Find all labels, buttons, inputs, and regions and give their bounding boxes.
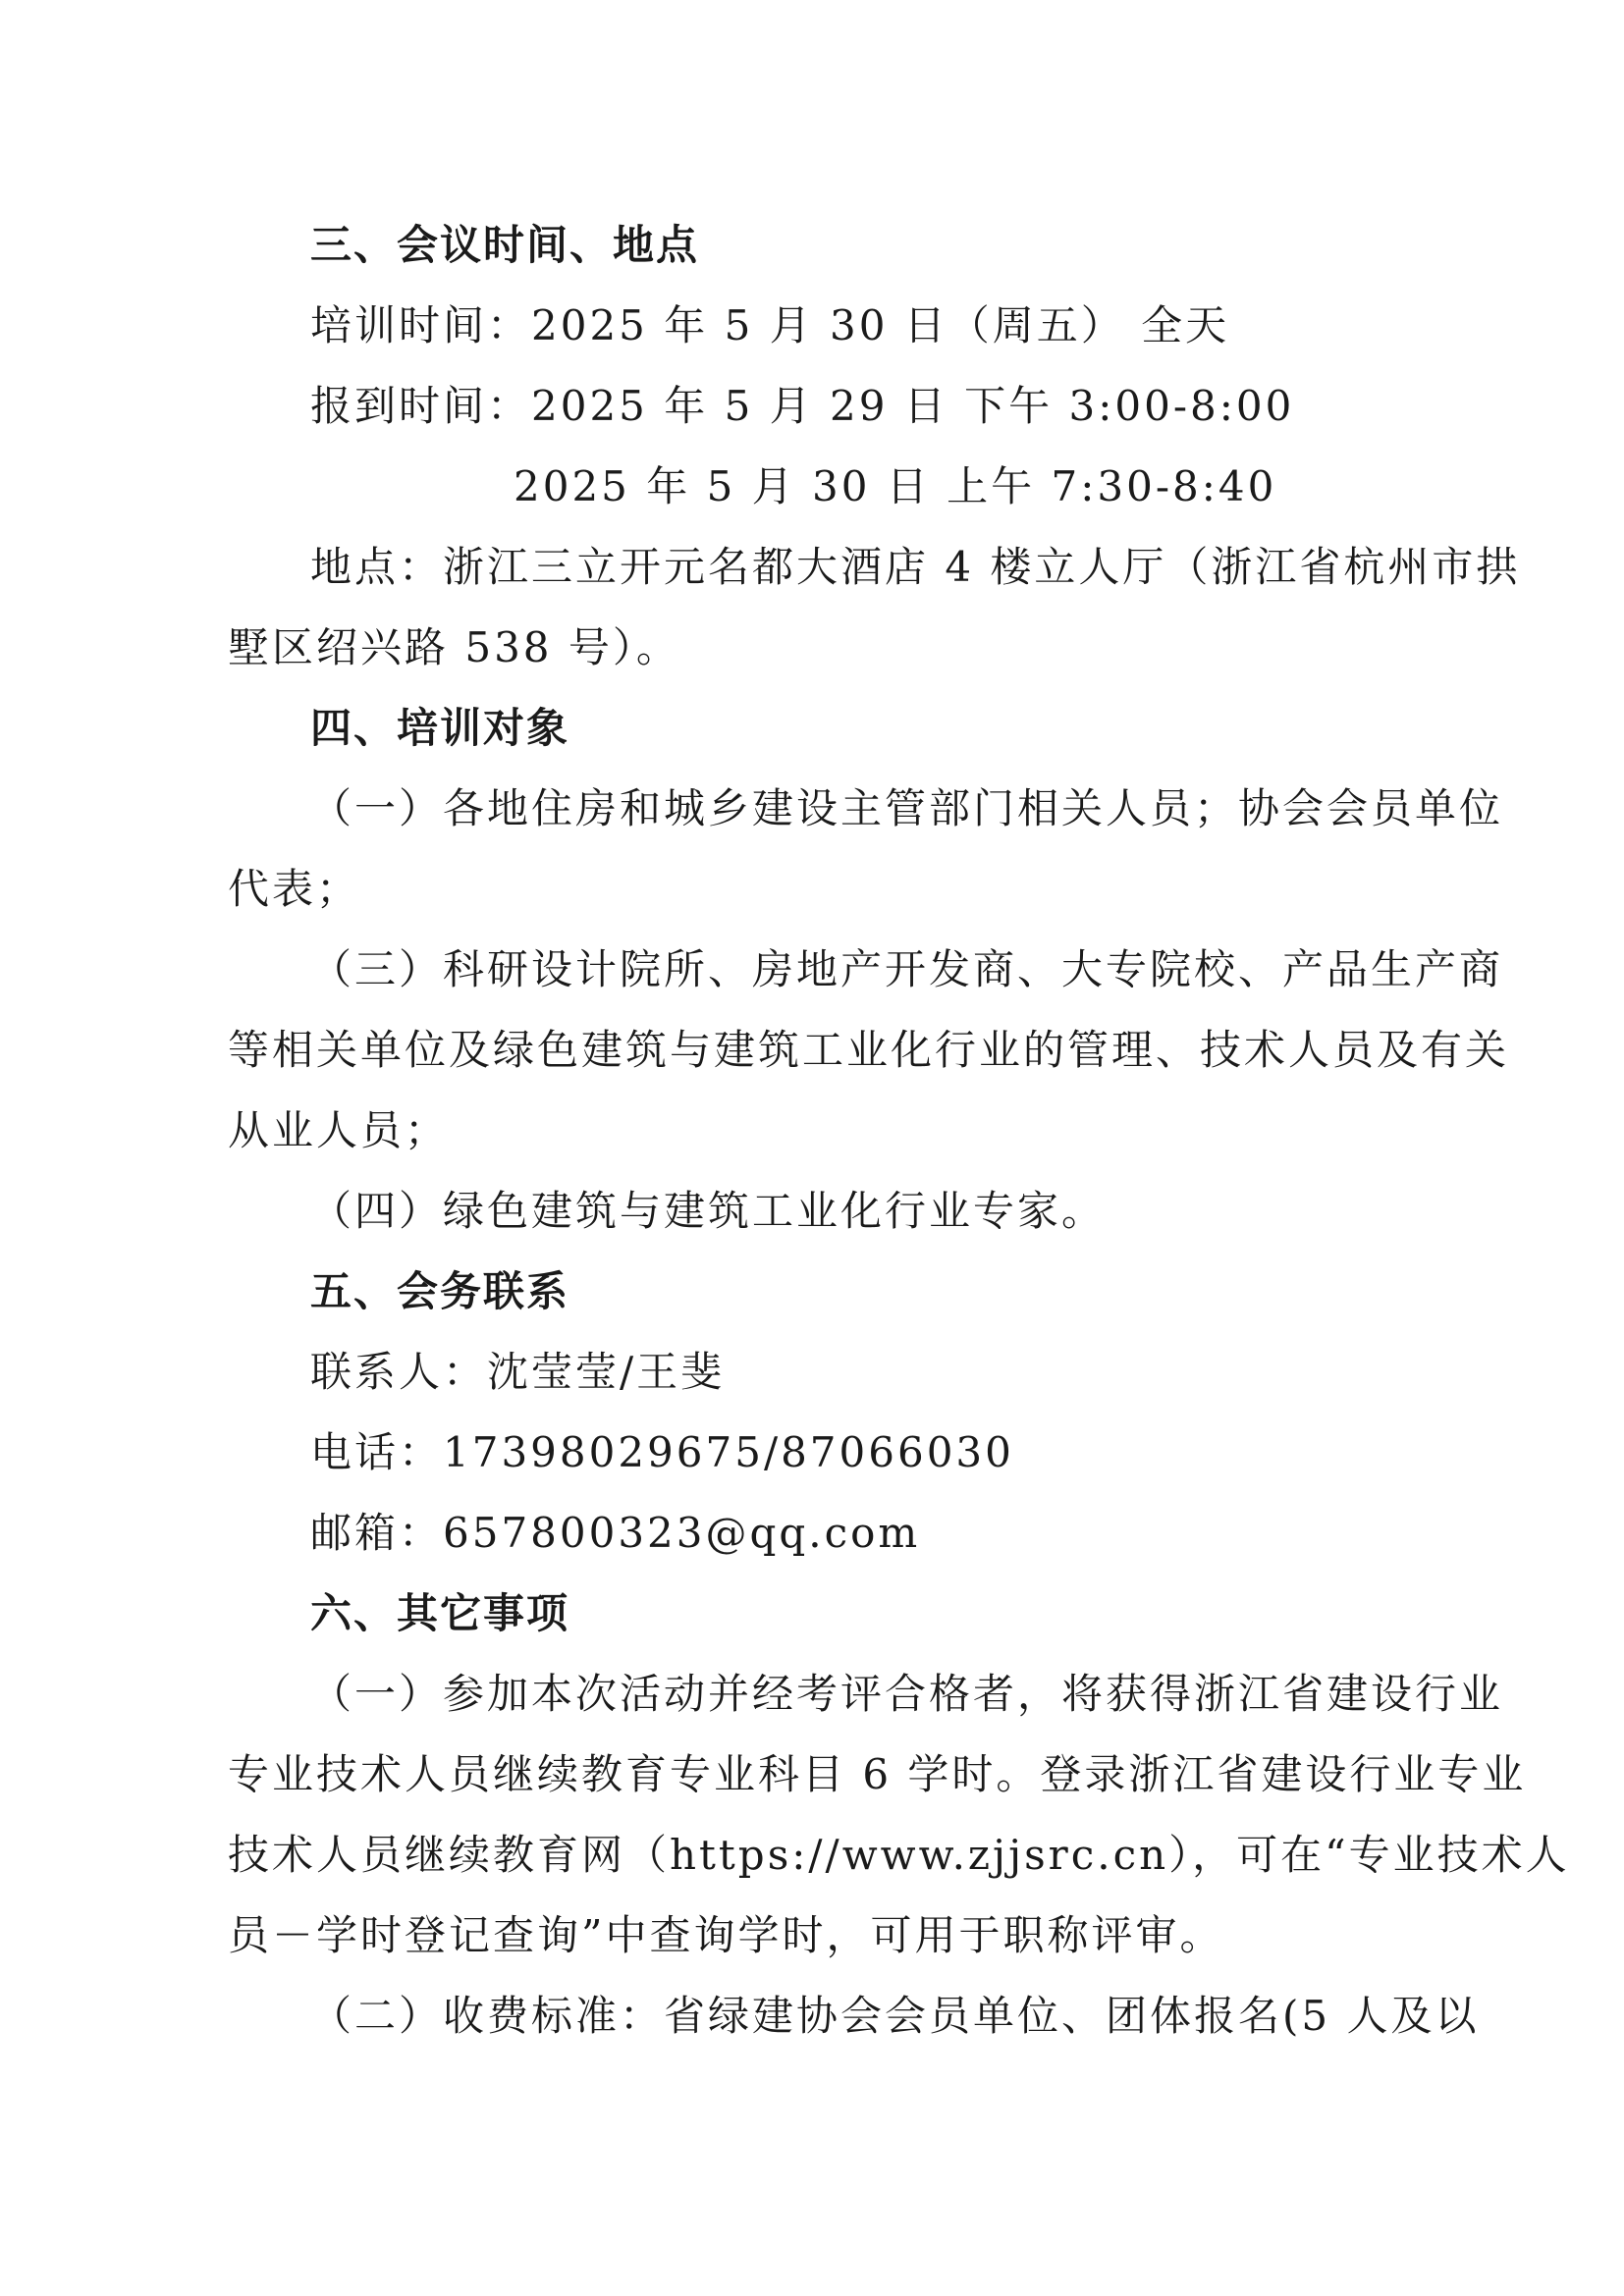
section-heading-contact: 五、会务联系: [310, 1267, 570, 1315]
other-item-1-line-2: 专业技术人员继续教育专业科目 6 学时。登录浙江省建设行业专业: [228, 1750, 1527, 1798]
section-heading-training-targets: 四、培训对象: [310, 704, 570, 752]
target-item-3-line-3: 从业人员；: [228, 1106, 450, 1154]
other-item-1-line-3: 技术人员继续教育网（https://www.zjjsrc.cn），可在“专业技术人: [228, 1831, 1570, 1879]
target-item-3-line-1: （三）科研设计院所、房地产开发商、大专院校、产品生产商: [310, 945, 1504, 993]
contact-email: 邮箱：657800323@qq.com: [310, 1509, 921, 1557]
contact-person: 联系人：沈莹莹/王斐: [310, 1348, 726, 1396]
location-line-2: 墅区绍兴路 538 号）。: [228, 623, 680, 671]
other-item-2-line-1: （二）收费标准：省绿建协会会员单位、团体报名(5 人及以: [310, 1992, 1480, 2040]
location-line-1: 地点：浙江三立开元名都大酒店 4 楼立人厅（浙江省杭州市拱: [310, 543, 1521, 591]
contact-phone: 电话：17398029675/87066030: [310, 1428, 1014, 1476]
target-item-1-line-1: （一）各地住房和城乡建设主管部门相关人员；协会会员单位: [310, 784, 1504, 832]
target-item-3-line-2: 等相关单位及绿色建筑与建筑工业化行业的管理、技术人员及有关: [228, 1026, 1510, 1074]
target-item-4: （四）绿色建筑与建筑工业化行业专家。: [310, 1187, 1107, 1235]
other-item-1-line-1: （一）参加本次活动并经考评合格者，将获得浙江省建设行业: [310, 1670, 1504, 1718]
training-time: 培训时间：2025 年 5 月 30 日（周五） 全天: [310, 301, 1230, 349]
section-heading-meeting-time-location: 三、会议时间、地点: [310, 221, 700, 269]
checkin-time-second-day: 2025 年 5 月 30 日 上午 7:30-8:40: [514, 462, 1277, 510]
section-heading-other-matters: 六、其它事项: [310, 1589, 570, 1637]
checkin-time: 报到时间：2025 年 5 月 29 日 下午 3:00-8:00: [310, 382, 1295, 430]
other-item-1-line-4: 员－学时登记查询”中查询学时，可用于职称评审。: [228, 1911, 1224, 1959]
target-item-1-line-2: 代表；: [228, 865, 361, 913]
